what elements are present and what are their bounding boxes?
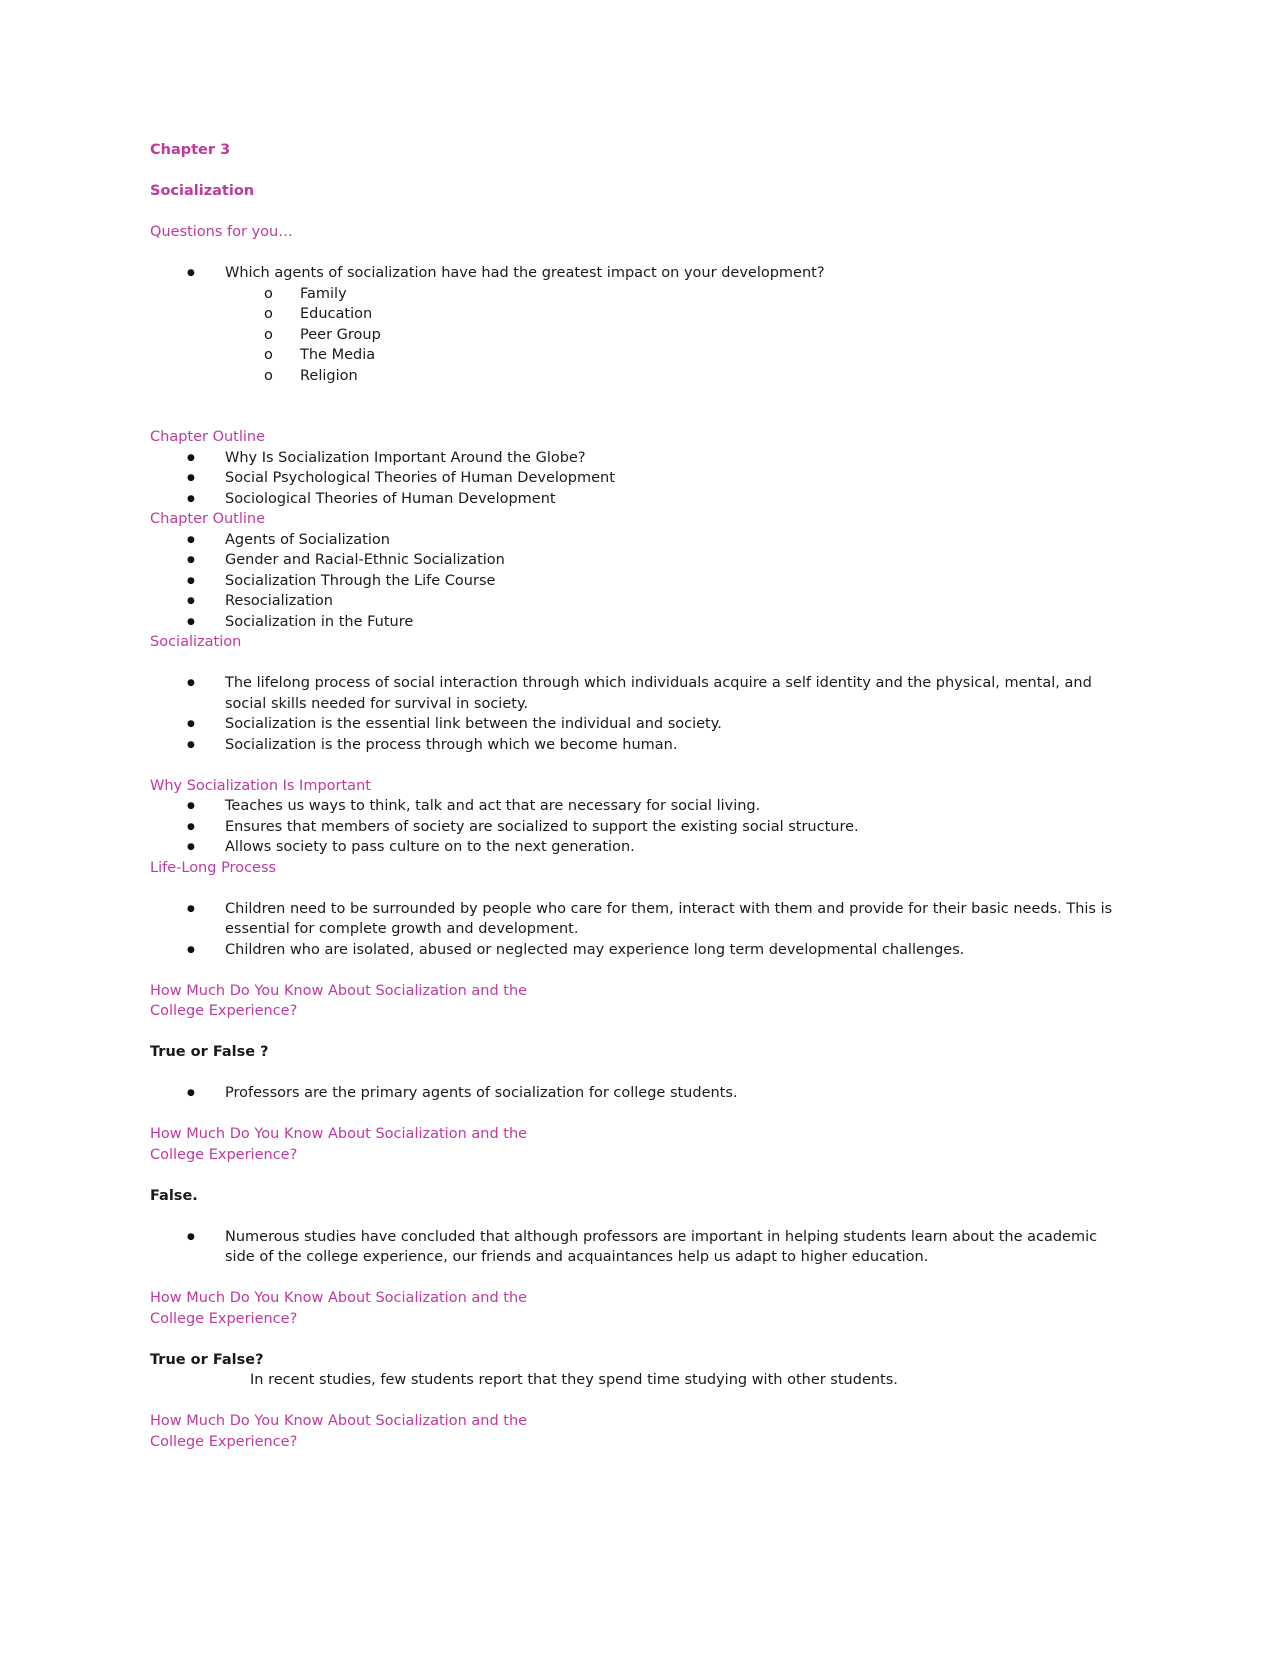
agents-list bbox=[150, 284, 1130, 387]
list-item: ● Why Is Socialization Important Around the Globe? bbox=[150, 448, 1130, 469]
document-page bbox=[150, 140, 1130, 1452]
list-item: ● Agents of Socialization bbox=[150, 530, 1130, 551]
true-false-list bbox=[150, 1083, 1130, 1104]
outline-list bbox=[150, 448, 1130, 510]
outline-list bbox=[150, 530, 1130, 633]
list-item: ● Ensures that members of society are socialized to support the existing social structure. bbox=[150, 817, 1130, 838]
list-item: ● Resocialization bbox=[150, 591, 1130, 612]
questions-heading: Questions for you… bbox=[150, 224, 293, 240]
answer-label: False. bbox=[150, 1187, 198, 1204]
answer-list bbox=[150, 1227, 1130, 1268]
list-item: ● Children who are isolated, abused or neglected may experience long term developmental challenges. bbox=[150, 940, 1130, 961]
chapter-label: Chapter 3 bbox=[150, 142, 231, 158]
true-false-label: True or False ? bbox=[150, 1044, 269, 1060]
socialization-list bbox=[150, 673, 1130, 755]
chapter-title: Socialization bbox=[150, 183, 255, 199]
true-false-label: True or False? bbox=[150, 1351, 264, 1368]
list-item: ● Socialization is the essential link between the individual and society. bbox=[150, 714, 1130, 735]
list-item: ● Professors are the primary agents of socialization for college students. bbox=[150, 1083, 1130, 1104]
list-item: o Peer Group bbox=[150, 325, 1130, 346]
true-false-statement: In recent studies, few students report that they spend time studying with other students. bbox=[250, 1372, 898, 1388]
list-item: ● Socialization in the Future bbox=[150, 612, 1130, 633]
list-item: ● Allows society to pass culture on to the next generation. bbox=[150, 837, 1130, 858]
list-item: ● Gender and Racial-Ethnic Socialization bbox=[150, 550, 1130, 571]
lifelong-list bbox=[150, 899, 1130, 961]
outline-heading: Chapter Outline bbox=[150, 511, 266, 527]
quiz-heading: How Much Do You Know About Socialization and the College Experience? bbox=[150, 1413, 528, 1450]
outline-heading: Chapter Outline bbox=[150, 429, 266, 445]
list-item: ● Numerous studies have concluded that although professors are important in helping students learn about the academic side of the college experience, our friends and acquaintances help us adapt to higher education. bbox=[150, 1227, 1130, 1268]
list-item: ● Socialization is the process through which we become human. bbox=[150, 735, 1130, 756]
quiz-heading: How Much Do You Know About Socialization and the College Experience? bbox=[150, 982, 528, 1019]
list-item: ● The lifelong process of social interaction through which individuals acquire a self identity and the physical, mental, and social skills needed for survival in society. bbox=[150, 673, 1130, 714]
list-item: ● Children need to be surrounded by people who care for them, interact with them and provide for their basic needs. This is essential for complete growth and development. bbox=[150, 899, 1130, 940]
list-item: ● Which agents of socialization have had the greatest impact on your development? bbox=[150, 263, 1130, 284]
why-list bbox=[150, 796, 1130, 858]
list-item: o Education bbox=[150, 304, 1130, 325]
list-item: o Family bbox=[150, 284, 1130, 305]
questions-list bbox=[150, 263, 1130, 284]
section-heading: Life-Long Process bbox=[150, 859, 277, 876]
list-item: ● Sociological Theories of Human Development bbox=[150, 489, 1130, 510]
list-item: ● Social Psychological Theories of Human Development bbox=[150, 468, 1130, 489]
list-item: o Religion bbox=[150, 366, 1130, 387]
quiz-heading: How Much Do You Know About Socialization and the College Experience? bbox=[150, 1126, 528, 1163]
list-item: o The Media bbox=[150, 345, 1130, 366]
list-item: ● Teaches us ways to think, talk and act that are necessary for social living. bbox=[150, 796, 1130, 817]
section-heading: Why Socialization Is Important bbox=[150, 777, 371, 794]
list-item: ● Socialization Through the Life Course bbox=[150, 571, 1130, 592]
quiz-heading: How Much Do You Know About Socialization and the College Experience? bbox=[150, 1290, 528, 1327]
section-heading: Socialization bbox=[150, 634, 242, 650]
